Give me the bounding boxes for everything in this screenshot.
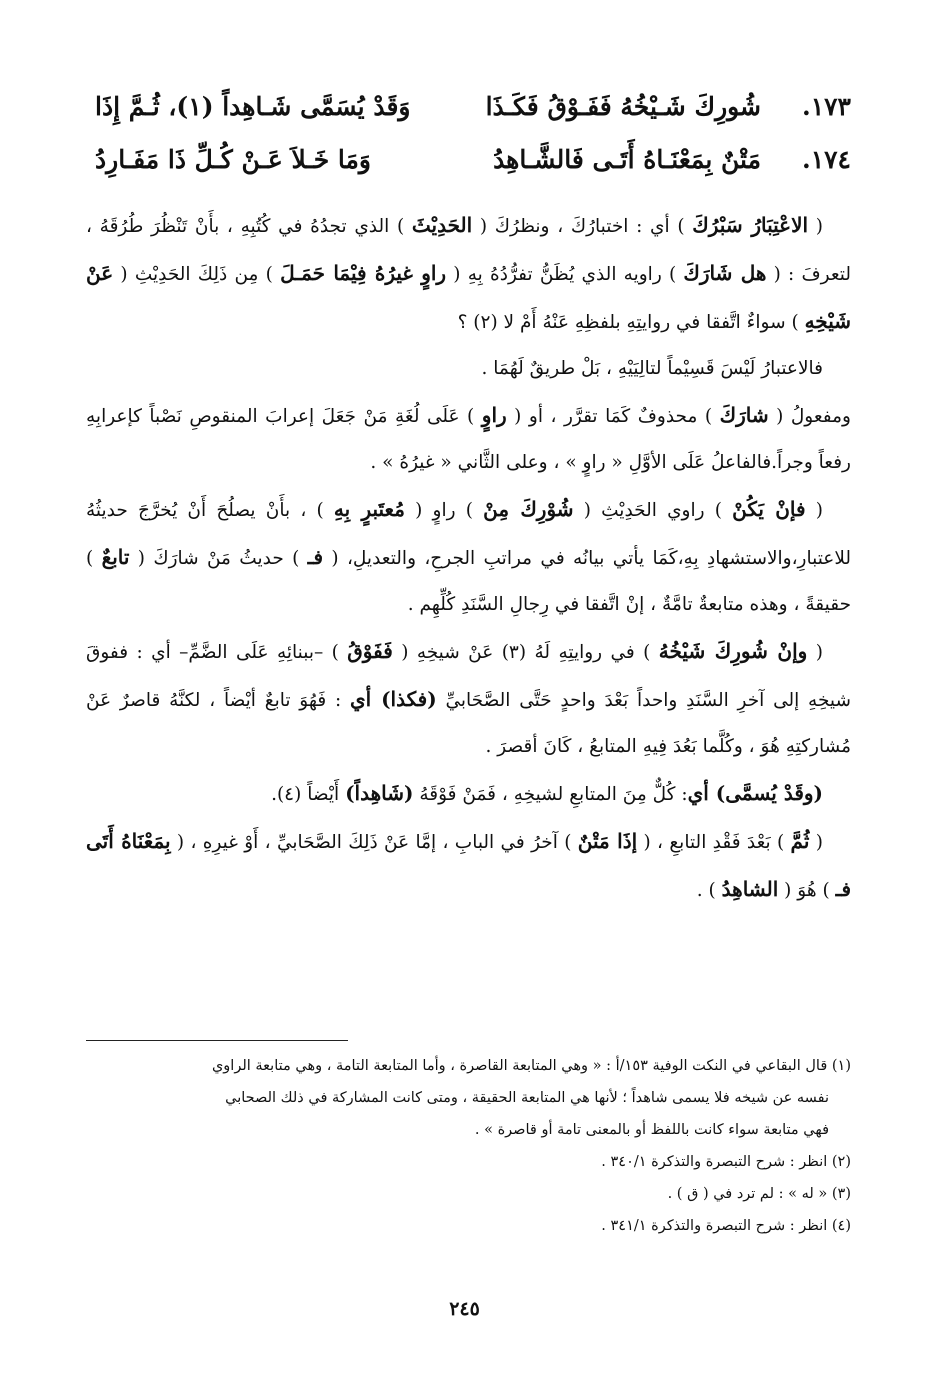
footnote-3: (٣) « له » : لم ترد في ( ق ) .: [667, 1186, 851, 1202]
lemma: الاعْتِبَارُ سَبْرُكَ: [692, 213, 809, 237]
footnote-2: (٢) انظر : شرح التبصرة والتذكرة ٣٤٠/١ .: [601, 1154, 851, 1170]
lemma: مُعتَبرٍ بِهِ: [333, 497, 405, 521]
paragraph: فالاعتبارُ لَيْسَ قَسِيْماً لتالِيَيْهِ ، بَلْ طريقٌ لَهُمَا .: [481, 358, 823, 379]
paragraph: ( الاعْتِبَارُ سَبْرُكَ ) أي : اختبارُكَ ، ونظرُكَ ( الحَدِيْثَ ) الذي تجدُهُ في كُتُبِهِ ، بأَنْ تَنْظُرَ طُرُقَهُ ، لتعرفَ : ( هل شَارَكَ ) راويه الذي يُظَنُّ تفرُّدُهُ بِهِ ( راوٍ غيرُهُ فِيْمَا حَمَـلَ ) مِن ذَلِكَ الحَدِيْثِ ( عَنْ شَيْخِهِ ) سواءٌ اتَّفقا في روايتِهِ بلفظِهِ عَنْهُ أَمْ لا (٢) ؟: [86, 213, 852, 333]
footnotes: [86, 1050, 851, 1242]
verse-second-hemistich: وَقَدْ يُسَمَّى شَـاهِداً (١)، ثُـمَّ إِذَا: [95, 92, 411, 121]
paragraph: ( فإنْ يَكُنْ ) راوي الحَدِيْثِ ( شُوْرِكَ مِنْ ) راوٍ ( مُعتَبرٍ بِهِ ) ، بأَنْ يصلُحَ أَنْ يُخرَّجَ حديثُهُ للاعتبارِ،والاستشهادِ بِهِ،كَمَا يأتي بيانُه في مراتبِ الجرحِ، والتعديلِ، ( فـ ) حديثُ مَنْ شارَكَ ( تابعٌ ) حقيقةً ، وهذه متابعةٌ تامَّةٌ ، إنْ اتَّفقا في رِجالِ السَّنَدِ كُلِّهِم .: [86, 497, 851, 615]
verse-173: [95, 88, 851, 136]
lemma: (وقَدْ يُسمَّى) أي: [687, 781, 823, 805]
paragraph: (وقَدْ يُسمَّى) أي: كُلٌّ مِنَ المتابعِ لشيخِهِ ، فَمَنْ فَوْقَهُ (شَاهِداً) أَيْضاً (٤).: [271, 781, 823, 805]
lemma: فإنْ يَكُنْ: [732, 497, 806, 521]
lemma: شُوْرِكَ مِنْ: [483, 497, 574, 521]
commentary-text: [86, 202, 851, 914]
lemma: فـ: [307, 545, 324, 569]
lemma: ثُمَّ: [790, 829, 810, 853]
lemma: الشاهِدُ: [721, 877, 779, 901]
verse-number: ١٧٤.: [801, 145, 851, 174]
paragraph: ( ثُمَّ ) بَعْدَ فَقْدِ التابعِ ، ( إذَا مَتْنٌ ) آخرُ في البابِ ، إمَّا عَنْ ذَلِكَ الصَّحَابيِّ ، أَوْ غيرِهِ ، ( بِمَعْنَاهُ أَتَى فـ ) هُوَ ( الشاهِدُ ) .: [86, 829, 851, 901]
lemma: فَفَوْقُ: [347, 639, 393, 663]
lemma: (فكذا) أي: [350, 687, 437, 711]
lemma: إذَا مَتْنٌ: [577, 829, 638, 853]
verse-first-hemistich: شُورِكَ شَـيْخُهُ فَفَـوْقُ فَكَـذَا: [485, 92, 761, 121]
page-number: ٢٤٥: [449, 1298, 480, 1320]
lemma: عَنْ شَيْخِهِ: [86, 261, 851, 333]
footnote-1-cont: فهي متابعة سواء كانت باللفظ أو بالمعنى تامة أو قاصرة » .: [474, 1122, 829, 1138]
verse-174: [95, 141, 851, 189]
footnote-4: (٤) انظر : شرح التبصرة والتذكرة ٣٤١/١ .: [601, 1218, 851, 1234]
verse-number: ١٧٣.: [801, 92, 851, 121]
footnote-1-cont: نفسه عن شيخه فلا يسمى شاهداً ؛ لأنها هي المتابعة الحقيقة ، ومتى كانت المشاركة في ذلك الصحابي: [225, 1090, 829, 1106]
footnote-separator: [86, 1040, 348, 1041]
lemma: بِمَعْنَاهُ أَتَى فـ: [86, 829, 851, 901]
lemma: راوٍ غيرُهُ فِيْمَا حَمَـلَ: [280, 261, 447, 285]
lemma: وإنْ شُورِكَ شَيْخُهُ: [658, 639, 808, 663]
lemma: (شَاهِداً): [345, 781, 414, 805]
lemma: هل شَارَكَ: [683, 261, 767, 285]
lemma: شارَكَ: [719, 403, 769, 427]
paragraph: ( وإنْ شُورِكَ شَيْخُهُ ) في روايتِهِ لَهُ (٣) عَنْ شيخِهِ ( فَفَوْقُ ) –ببنائِهِ عَلَى الضَّمِّ– أي : ففوقَ شيخِهِ إلى آخرِ السَّنَدِ واحداً بَعْدَ واحدٍ حَتَّى الصَّحَابيِّ (فكذا) أي : فَهُوَ تابعٌ أيْضاً ، لكنَّهُ قاصرٌ عَنْ مُشاركتِهِ هُوَ ، وكُلَّما بَعُدَ فِيهِ المتابعُ ، كَانَ أقصرَ .: [86, 639, 851, 757]
footnote-1: (١) قال البقاعي في النكت الوفية ١٥٣/أ : « وهي المتابعة القاصرة ، وأما المتابعة التامة ، وهي متابعة الراوي: [211, 1058, 851, 1074]
lemma: راوٍ: [481, 403, 507, 427]
verse-second-hemistich: وَمَا خَـلاَ عَـنْ كُـلِّ ذَا مَفَـارِدُ: [95, 145, 371, 174]
verse-first-hemistich: مَتْنٌ بِمَعْنَـاهُ أَتَـى فَالشَّـاهِدُ: [493, 145, 761, 174]
paragraph: ومفعولُ ( شارَكَ ) محذوفٌ كَمَا تقرَّر ، أو ( راوٍ ) عَلَى لُغَةِ مَنْ جَعَلَ إعرابَ المنقوصِ نَصْباً كإعرابِهِ رفعاً وجراً.فالفاعلُ عَلَى الأوَّلِ « راوٍ » ، وعلى الثَّاني « غيرُهُ » .: [86, 403, 851, 473]
lemma: تابعٌ: [101, 545, 130, 569]
lemma: الحَدِيْثَ: [411, 213, 473, 237]
